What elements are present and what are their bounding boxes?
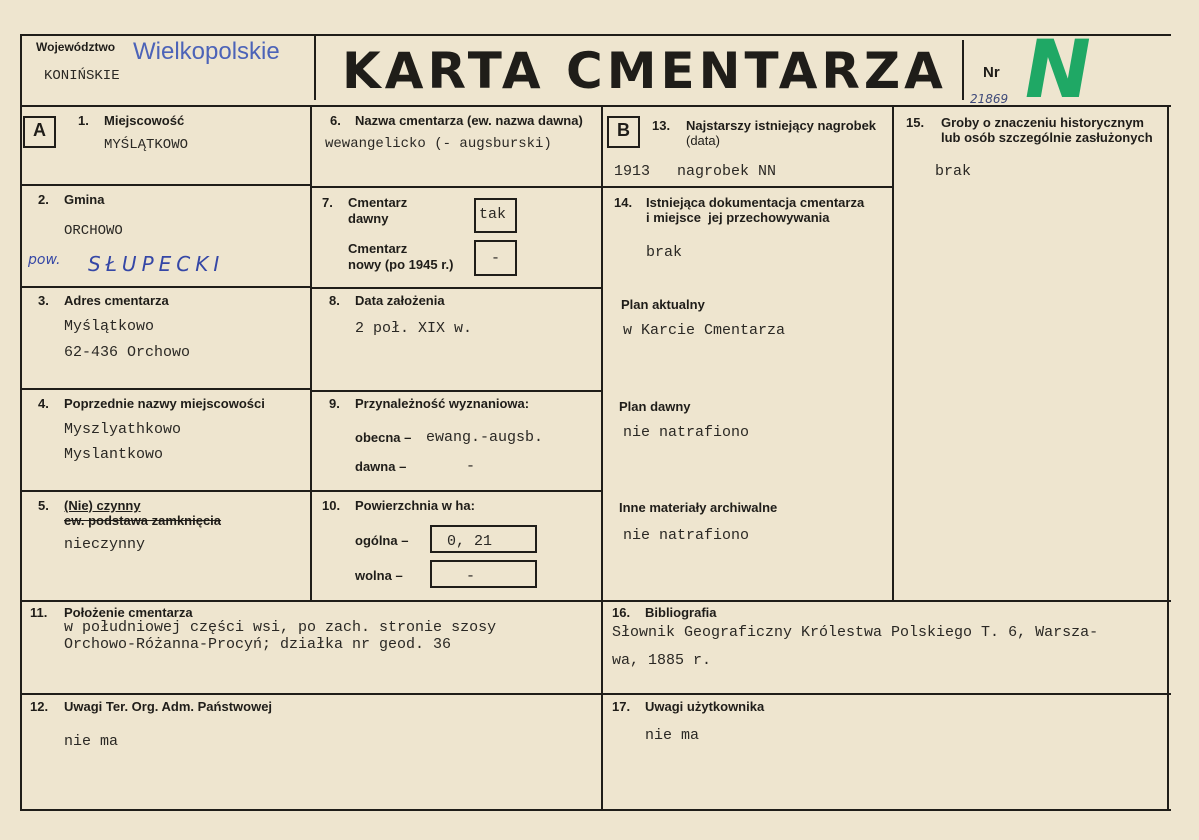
address-line-2: 62-436 Orchowo [64, 344, 191, 361]
section-12-label: Uwagi Ter. Org. Adm. Państwowej [64, 699, 273, 714]
page-title: KARTA CMENTARZA [342, 42, 947, 100]
section-13-label-1: Najstarszy istniejący nagrobek [686, 118, 877, 133]
powiat-value: SŁUPECKI [88, 252, 225, 276]
locality-value: MYŚLĄTKOWO [104, 137, 189, 153]
section-16-number: 16. [612, 605, 631, 620]
section-15-number: 15. [906, 115, 925, 130]
section-13-number: 13. [652, 118, 671, 133]
old-cemetery-label-1: Cmentarz [348, 195, 408, 210]
section-14-label-1: Istniejąca dokumentacja cmentarza [646, 195, 865, 210]
user-notes-value: nie ma [645, 727, 700, 744]
section-13-label-2: (data) [686, 133, 720, 148]
current-plan-value: w Karcie Cmentarza [623, 322, 786, 339]
section-14-number: 14. [614, 195, 633, 210]
active-status-value: nieczynny [64, 536, 146, 553]
old-cemetery-value: tak [479, 206, 507, 223]
previous-name-1: Myszlyathkowo [64, 421, 182, 438]
former-denomination-label: dawna – [355, 459, 407, 474]
section-6-number: 6. [330, 113, 341, 128]
cemetery-name-value: wewangelicko (- augsburski) [325, 136, 552, 152]
new-cemetery-label-2: nowy (po 1945 r.) [348, 257, 454, 272]
administration-notes-value: nie ma [64, 733, 119, 750]
section-17-label: Uwagi użytkownika [645, 699, 765, 714]
gmina-value: ORCHOWO [64, 223, 123, 239]
section-8-number: 8. [329, 293, 340, 308]
section-12-number: 12. [30, 699, 49, 714]
section-a-marker: A [33, 120, 46, 140]
section-3-label: Adres cmentarza [64, 293, 169, 308]
nr-marker: N [1015, 23, 1100, 116]
section-4-label: Poprzednie nazwy miejscowości [64, 396, 265, 411]
section-15-label-1: Groby o znaczeniu historycznym [941, 115, 1144, 130]
documentation-value: brak [646, 244, 683, 261]
section-10-number: 10. [322, 498, 341, 513]
other-materials-value: nie natrafiono [623, 527, 750, 544]
old-plan-label: Plan dawny [619, 399, 691, 414]
section-5-number: 5. [38, 498, 49, 513]
section-6-label: Nazwa cmentarza (ew. nazwa dawna) [355, 113, 583, 128]
wojewodztwo-label: Województwo [36, 40, 116, 54]
section-17-number: 17. [612, 699, 631, 714]
total-area-label: ogólna – [355, 533, 409, 548]
location-line-1: w południowej części wsi, po zach. stronie szosy [64, 619, 497, 636]
section-1-number: 1. [78, 113, 89, 128]
nr-label: Nr [983, 64, 1000, 81]
section-15-label-2: lub osób szczególnie zasłużonych [941, 130, 1153, 145]
section-7-number: 7. [322, 195, 333, 210]
current-plan-label: Plan aktualny [621, 297, 705, 312]
current-denomination-value: ewang.-augsb. [426, 429, 544, 446]
section-10-label: Powierzchnia w ha: [355, 498, 475, 513]
bibliography-line-1: Słownik Geograficzny Królestwa Polskiego T. 6, Warsza- [612, 624, 1099, 641]
address-line-1: Myślątkowo [64, 318, 155, 335]
new-cemetery-label-1: Cmentarz [348, 241, 408, 256]
historic-graves-value: brak [935, 163, 972, 180]
current-denomination-label: obecna – [355, 430, 412, 445]
free-area-label: wolna – [355, 568, 403, 583]
founding-date-value: 2 poł. XIX w. [355, 320, 473, 337]
section-11-label: Położenie cmentarza [64, 605, 193, 620]
section-2-label: Gmina [64, 192, 105, 207]
handwritten-number: 21869 [970, 92, 1009, 106]
section-9-number: 9. [329, 396, 340, 411]
section-2-number: 2. [38, 192, 49, 207]
section-11-number: 11. [30, 605, 48, 620]
section-5-label-active: (Nie) czynny [64, 498, 141, 513]
section-b-marker: B [617, 120, 630, 140]
new-cemetery-value: - [491, 250, 501, 267]
section-9-label: Przynależność wyznaniowa: [355, 396, 530, 411]
old-cemetery-label-2: dawny [348, 211, 389, 226]
free-area-value: - [466, 568, 476, 585]
oldest-grave-value: 1913 nagrobek NN [614, 163, 777, 180]
powiat-prefix: pow. [28, 252, 61, 268]
wojewodztwo-stamp: Wielkopolskie [133, 38, 280, 65]
old-wojewodztwo: KONIŃSKIE [44, 68, 120, 84]
section-1-label: Miejscowość [104, 113, 185, 128]
section-4-number: 4. [38, 396, 49, 411]
location-line-2: Orchowo-Różanna-Procyń; działka nr geod. 36 [64, 636, 452, 653]
previous-name-2: Myslantkowo [64, 446, 164, 463]
section-5-label-closure: ew. podstawa zamknięcia [64, 513, 222, 528]
former-denomination-value: - [466, 458, 476, 475]
bibliography-line-2: wa, 1885 r. [612, 652, 712, 669]
section-3-number: 3. [38, 293, 49, 308]
section-14-label-2: i miejsce jej przechowywania [646, 210, 830, 225]
free-area-box [430, 560, 537, 588]
old-plan-value: nie natrafiono [623, 424, 750, 441]
other-materials-label: Inne materiały archiwalne [619, 500, 778, 515]
section-8-label: Data założenia [355, 293, 445, 308]
section-16-label: Bibliografia [645, 605, 717, 620]
total-area-value: 0, 21 [447, 533, 493, 550]
